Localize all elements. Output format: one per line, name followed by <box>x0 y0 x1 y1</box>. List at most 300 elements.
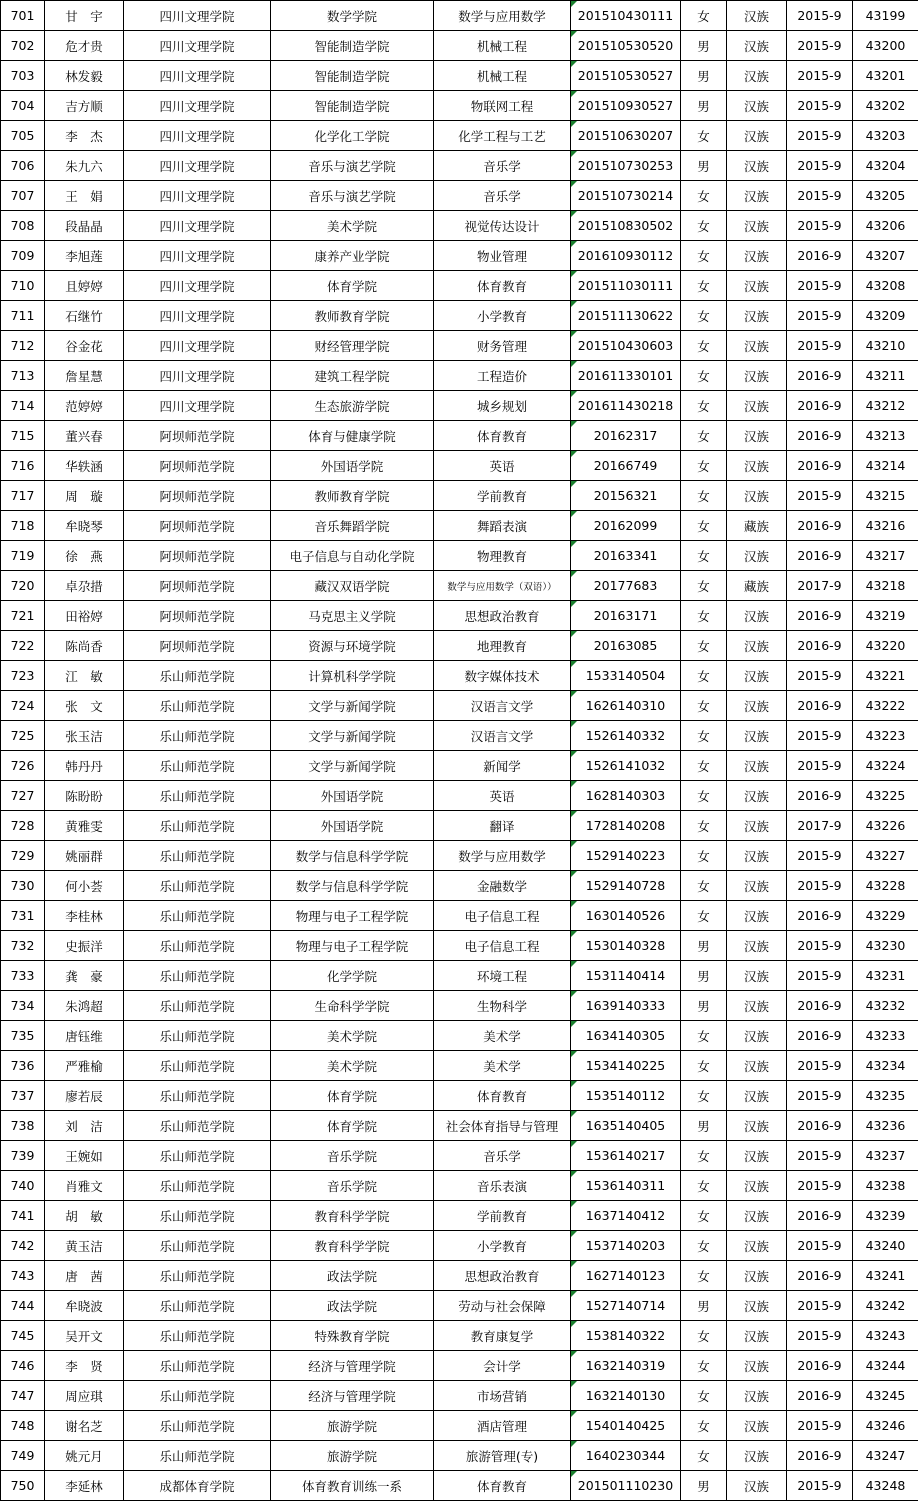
student-number-cell: 20162099 <box>571 511 681 541</box>
student-number-cell: 201510430603 <box>571 331 681 361</box>
row-number-cell: 734 <box>1 991 45 1021</box>
major-cell: 体育教育 <box>434 1471 571 1501</box>
school-cell: 乐山师范学院 <box>124 721 271 751</box>
major-cell: 财务管理 <box>434 331 571 361</box>
college-cell: 特殊教育学院 <box>271 1321 434 1351</box>
enrollment-date-cell: 2015-9 <box>787 661 853 691</box>
record-id-cell: 43208 <box>853 271 918 301</box>
college-cell: 藏汉双语学院 <box>271 571 434 601</box>
name-cell: 徐 燕 <box>45 541 124 571</box>
school-cell: 乐山师范学院 <box>124 661 271 691</box>
gender-cell: 女 <box>681 1441 727 1471</box>
row-number-cell: 727 <box>1 781 45 811</box>
major-cell: 教育康复学 <box>434 1321 571 1351</box>
name-cell: 廖若辰 <box>45 1081 124 1111</box>
major-cell: 音乐学 <box>434 181 571 211</box>
student-number-cell: 20163341 <box>571 541 681 571</box>
name-cell: 唐钰维 <box>45 1021 124 1051</box>
gender-cell: 女 <box>681 541 727 571</box>
name-cell: 李桂林 <box>45 901 124 931</box>
student-number-cell: 201611430218 <box>571 391 681 421</box>
enrollment-date-cell: 2015-9 <box>787 31 853 61</box>
college-cell: 体育学院 <box>271 1081 434 1111</box>
ethnicity-cell: 汉族 <box>727 361 787 391</box>
table-row <box>1 871 918 901</box>
gender-cell: 女 <box>681 811 727 841</box>
row-number-cell: 735 <box>1 1021 45 1051</box>
record-id-cell: 43212 <box>853 391 918 421</box>
major-cell: 美术学 <box>434 1021 571 1051</box>
table-row <box>1 781 918 811</box>
gender-cell: 女 <box>681 271 727 301</box>
table-row <box>1 151 918 181</box>
row-number-cell: 716 <box>1 451 45 481</box>
school-cell: 四川文理学院 <box>124 361 271 391</box>
table-row <box>1 421 918 451</box>
gender-cell: 女 <box>681 241 727 271</box>
row-number-cell: 731 <box>1 901 45 931</box>
name-cell: 李旭莲 <box>45 241 124 271</box>
student-number-cell: 201510430111 <box>571 1 681 31</box>
table-row <box>1 1291 918 1321</box>
enrollment-date-cell: 2016-9 <box>787 421 853 451</box>
school-cell: 四川文理学院 <box>124 211 271 241</box>
ethnicity-cell: 汉族 <box>727 1141 787 1171</box>
record-id-cell: 43232 <box>853 991 918 1021</box>
table-row <box>1 841 918 871</box>
major-cell: 电子信息工程 <box>434 931 571 961</box>
enrollment-date-cell: 2015-9 <box>787 841 853 871</box>
enrollment-date-cell: 2016-9 <box>787 601 853 631</box>
college-cell: 政法学院 <box>271 1261 434 1291</box>
name-cell: 张 文 <box>45 691 124 721</box>
school-cell: 阿坝师范学院 <box>124 541 271 571</box>
gender-cell: 女 <box>681 331 727 361</box>
record-id-cell: 43210 <box>853 331 918 361</box>
ethnicity-cell: 汉族 <box>727 901 787 931</box>
table-body <box>1 1 918 1501</box>
student-number-cell: 201511130622 <box>571 301 681 331</box>
major-cell: 市场营销 <box>434 1381 571 1411</box>
enrollment-date-cell: 2016-9 <box>787 541 853 571</box>
student-number-cell: 20166749 <box>571 451 681 481</box>
name-cell: 卓尕措 <box>45 571 124 601</box>
record-id-cell: 43236 <box>853 1111 918 1141</box>
table-row <box>1 91 918 121</box>
ethnicity-cell: 汉族 <box>727 181 787 211</box>
record-id-cell: 43216 <box>853 511 918 541</box>
college-cell: 教师教育学院 <box>271 481 434 511</box>
gender-cell: 男 <box>681 31 727 61</box>
college-cell: 文学与新闻学院 <box>271 721 434 751</box>
row-number-cell: 749 <box>1 1441 45 1471</box>
school-cell: 乐山师范学院 <box>124 691 271 721</box>
school-cell: 乐山师范学院 <box>124 931 271 961</box>
record-id-cell: 43238 <box>853 1171 918 1201</box>
major-cell: 劳动与社会保障 <box>434 1291 571 1321</box>
school-cell: 成都体育学院 <box>124 1471 271 1501</box>
table-row <box>1 691 918 721</box>
major-cell: 汉语言文学 <box>434 721 571 751</box>
major-cell: 工程造价 <box>434 361 571 391</box>
student-number-cell: 1534140225 <box>571 1051 681 1081</box>
table-row <box>1 961 918 991</box>
school-cell: 阿坝师范学院 <box>124 451 271 481</box>
ethnicity-cell: 汉族 <box>727 721 787 751</box>
row-number-cell: 746 <box>1 1351 45 1381</box>
table-row <box>1 31 918 61</box>
college-cell: 外国语学院 <box>271 781 434 811</box>
major-cell: 机械工程 <box>434 61 571 91</box>
major-cell: 物业管理 <box>434 241 571 271</box>
enrollment-date-cell: 2015-9 <box>787 721 853 751</box>
row-number-cell: 721 <box>1 601 45 631</box>
college-cell: 美术学院 <box>271 1051 434 1081</box>
record-id-cell: 43230 <box>853 931 918 961</box>
table-row <box>1 211 918 241</box>
enrollment-date-cell: 2015-9 <box>787 1291 853 1321</box>
record-id-cell: 43221 <box>853 661 918 691</box>
record-id-cell: 43214 <box>853 451 918 481</box>
record-id-cell: 43225 <box>853 781 918 811</box>
row-number-cell: 719 <box>1 541 45 571</box>
table-row <box>1 1171 918 1201</box>
college-cell: 电子信息与自动化学院 <box>271 541 434 571</box>
student-number-cell: 20163085 <box>571 631 681 661</box>
student-number-cell: 1536140217 <box>571 1141 681 1171</box>
row-number-cell: 722 <box>1 631 45 661</box>
record-id-cell: 43227 <box>853 841 918 871</box>
row-number-cell: 733 <box>1 961 45 991</box>
row-number-cell: 728 <box>1 811 45 841</box>
table-row <box>1 1111 918 1141</box>
table-row <box>1 721 918 751</box>
record-id-cell: 43223 <box>853 721 918 751</box>
college-cell: 文学与新闻学院 <box>271 691 434 721</box>
enrollment-date-cell: 2015-9 <box>787 961 853 991</box>
name-cell: 李 杰 <box>45 121 124 151</box>
student-number-cell: 201510530520 <box>571 31 681 61</box>
enrollment-date-cell: 2015-9 <box>787 1 853 31</box>
ethnicity-cell: 汉族 <box>727 781 787 811</box>
gender-cell: 女 <box>681 1351 727 1381</box>
gender-cell: 女 <box>681 1051 727 1081</box>
gender-cell: 女 <box>681 361 727 391</box>
enrollment-date-cell: 2015-9 <box>787 1471 853 1501</box>
ethnicity-cell: 汉族 <box>727 751 787 781</box>
major-cell: 新闻学 <box>434 751 571 781</box>
major-cell: 学前教育 <box>434 1201 571 1231</box>
record-id-cell: 43220 <box>853 631 918 661</box>
school-cell: 阿坝师范学院 <box>124 601 271 631</box>
row-number-cell: 748 <box>1 1411 45 1441</box>
student-number-cell: 1537140203 <box>571 1231 681 1261</box>
college-cell: 数学与信息科学学院 <box>271 841 434 871</box>
major-cell: 城乡规划 <box>434 391 571 421</box>
enrollment-date-cell: 2015-9 <box>787 481 853 511</box>
gender-cell: 女 <box>681 391 727 421</box>
table-row <box>1 751 918 781</box>
enrollment-date-cell: 2016-9 <box>787 781 853 811</box>
row-number-cell: 707 <box>1 181 45 211</box>
name-cell: 甘 宇 <box>45 1 124 31</box>
ethnicity-cell: 汉族 <box>727 391 787 421</box>
gender-cell: 女 <box>681 871 727 901</box>
major-cell: 翻译 <box>434 811 571 841</box>
major-cell: 机械工程 <box>434 31 571 61</box>
table-row <box>1 451 918 481</box>
ethnicity-cell: 汉族 <box>727 931 787 961</box>
table-row <box>1 1081 918 1111</box>
table-row <box>1 1 918 31</box>
major-cell: 音乐表演 <box>434 1171 571 1201</box>
student-number-cell: 201510530527 <box>571 61 681 91</box>
row-number-cell: 717 <box>1 481 45 511</box>
name-cell: 史振洋 <box>45 931 124 961</box>
ethnicity-cell: 汉族 <box>727 1081 787 1111</box>
name-cell: 谷金花 <box>45 331 124 361</box>
school-cell: 乐山师范学院 <box>124 1021 271 1051</box>
ethnicity-cell: 汉族 <box>727 661 787 691</box>
major-cell: 会计学 <box>434 1351 571 1381</box>
enrollment-date-cell: 2016-9 <box>787 451 853 481</box>
record-id-cell: 43247 <box>853 1441 918 1471</box>
enrollment-date-cell: 2015-9 <box>787 151 853 181</box>
row-number-cell: 745 <box>1 1321 45 1351</box>
gender-cell: 女 <box>681 481 727 511</box>
row-number-cell: 725 <box>1 721 45 751</box>
record-id-cell: 43248 <box>853 1471 918 1501</box>
name-cell: 华轶涵 <box>45 451 124 481</box>
college-cell: 数学与信息科学学院 <box>271 871 434 901</box>
name-cell: 段晶晶 <box>45 211 124 241</box>
school-cell: 乐山师范学院 <box>124 1351 271 1381</box>
college-cell: 音乐舞蹈学院 <box>271 511 434 541</box>
ethnicity-cell: 汉族 <box>727 601 787 631</box>
ethnicity-cell: 汉族 <box>727 991 787 1021</box>
row-number-cell: 740 <box>1 1171 45 1201</box>
gender-cell: 男 <box>681 1291 727 1321</box>
student-number-cell: 1535140112 <box>571 1081 681 1111</box>
gender-cell: 女 <box>681 721 727 751</box>
college-cell: 音乐与演艺学院 <box>271 151 434 181</box>
row-number-cell: 713 <box>1 361 45 391</box>
student-number-cell: 1529140728 <box>571 871 681 901</box>
table-row <box>1 271 918 301</box>
enrollment-date-cell: 2015-9 <box>787 1231 853 1261</box>
gender-cell: 女 <box>681 1231 727 1261</box>
enrollment-date-cell: 2015-9 <box>787 121 853 151</box>
gender-cell: 女 <box>681 451 727 481</box>
ethnicity-cell: 汉族 <box>727 1021 787 1051</box>
enrollment-date-cell: 2015-9 <box>787 1411 853 1441</box>
school-cell: 乐山师范学院 <box>124 1141 271 1171</box>
enrollment-date-cell: 2015-9 <box>787 1321 853 1351</box>
college-cell: 化学学院 <box>271 961 434 991</box>
table-row <box>1 181 918 211</box>
table-row <box>1 601 918 631</box>
major-cell: 小学教育 <box>434 1231 571 1261</box>
enrollment-date-cell: 2017-9 <box>787 811 853 841</box>
school-cell: 乐山师范学院 <box>124 1411 271 1441</box>
school-cell: 阿坝师范学院 <box>124 481 271 511</box>
student-number-cell: 1632140319 <box>571 1351 681 1381</box>
college-cell: 教育科学学院 <box>271 1201 434 1231</box>
school-cell: 阿坝师范学院 <box>124 421 271 451</box>
major-cell: 小学教育 <box>434 301 571 331</box>
ethnicity-cell: 汉族 <box>727 1381 787 1411</box>
row-number-cell: 705 <box>1 121 45 151</box>
row-number-cell: 738 <box>1 1111 45 1141</box>
school-cell: 乐山师范学院 <box>124 1201 271 1231</box>
enrollment-date-cell: 2016-9 <box>787 1261 853 1291</box>
row-number-cell: 743 <box>1 1261 45 1291</box>
student-number-cell: 201511030111 <box>571 271 681 301</box>
school-cell: 阿坝师范学院 <box>124 571 271 601</box>
enrollment-date-cell: 2015-9 <box>787 211 853 241</box>
gender-cell: 女 <box>681 1 727 31</box>
record-id-cell: 43204 <box>853 151 918 181</box>
student-number-cell: 1526141032 <box>571 751 681 781</box>
enrollment-date-cell: 2015-9 <box>787 751 853 781</box>
ethnicity-cell: 藏族 <box>727 571 787 601</box>
record-id-cell: 43243 <box>853 1321 918 1351</box>
row-number-cell: 747 <box>1 1381 45 1411</box>
name-cell: 田裕婷 <box>45 601 124 631</box>
record-id-cell: 43231 <box>853 961 918 991</box>
name-cell: 黄雅雯 <box>45 811 124 841</box>
school-cell: 乐山师范学院 <box>124 961 271 991</box>
table-row <box>1 991 918 1021</box>
name-cell: 黄玉洁 <box>45 1231 124 1261</box>
major-cell: 视觉传达设计 <box>434 211 571 241</box>
enrollment-date-cell: 2015-9 <box>787 1081 853 1111</box>
gender-cell: 女 <box>681 1261 727 1291</box>
college-cell: 智能制造学院 <box>271 91 434 121</box>
major-cell: 地理教育 <box>434 631 571 661</box>
table-row <box>1 361 918 391</box>
major-cell: 舞蹈表演 <box>434 511 571 541</box>
table-row <box>1 1261 918 1291</box>
name-cell: 谢名芝 <box>45 1411 124 1441</box>
table-row <box>1 1141 918 1171</box>
gender-cell: 女 <box>681 841 727 871</box>
college-cell: 马克思主义学院 <box>271 601 434 631</box>
gender-cell: 女 <box>681 301 727 331</box>
college-cell: 经济与管理学院 <box>271 1381 434 1411</box>
enrollment-date-cell: 2015-9 <box>787 931 853 961</box>
record-id-cell: 43244 <box>853 1351 918 1381</box>
row-number-cell: 726 <box>1 751 45 781</box>
college-cell: 政法学院 <box>271 1291 434 1321</box>
major-cell: 思想政治教育 <box>434 1261 571 1291</box>
college-cell: 计算机科学学院 <box>271 661 434 691</box>
record-id-cell: 43215 <box>853 481 918 511</box>
name-cell: 唐 茜 <box>45 1261 124 1291</box>
student-number-cell: 1536140311 <box>571 1171 681 1201</box>
school-cell: 阿坝师范学院 <box>124 631 271 661</box>
name-cell: 林发毅 <box>45 61 124 91</box>
major-cell: 音乐学 <box>434 1141 571 1171</box>
ethnicity-cell: 藏族 <box>727 511 787 541</box>
record-id-cell: 43237 <box>853 1141 918 1171</box>
school-cell: 乐山师范学院 <box>124 1291 271 1321</box>
school-cell: 乐山师范学院 <box>124 991 271 1021</box>
enrollment-date-cell: 2016-9 <box>787 1201 853 1231</box>
name-cell: 周 璇 <box>45 481 124 511</box>
record-id-cell: 43245 <box>853 1381 918 1411</box>
enrollment-date-cell: 2015-9 <box>787 91 853 121</box>
college-cell: 外国语学院 <box>271 451 434 481</box>
ethnicity-cell: 汉族 <box>727 31 787 61</box>
gender-cell: 男 <box>681 61 727 91</box>
record-id-cell: 43240 <box>853 1231 918 1261</box>
student-number-cell: 20162317 <box>571 421 681 451</box>
enrollment-date-cell: 2016-9 <box>787 1021 853 1051</box>
major-cell: 环境工程 <box>434 961 571 991</box>
record-id-cell: 43246 <box>853 1411 918 1441</box>
major-cell: 数学与应用数学 <box>434 841 571 871</box>
major-cell: 体育教育 <box>434 1081 571 1111</box>
college-cell: 智能制造学院 <box>271 31 434 61</box>
ethnicity-cell: 汉族 <box>727 1201 787 1231</box>
student-number-cell: 1635140405 <box>571 1111 681 1141</box>
major-cell: 体育教育 <box>434 271 571 301</box>
college-cell: 化学化工学院 <box>271 121 434 151</box>
student-number-cell: 1626140310 <box>571 691 681 721</box>
record-id-cell: 43207 <box>853 241 918 271</box>
table-row <box>1 301 918 331</box>
gender-cell: 女 <box>681 661 727 691</box>
school-cell: 乐山师范学院 <box>124 1081 271 1111</box>
gender-cell: 女 <box>681 1381 727 1411</box>
student-number-cell: 1632140130 <box>571 1381 681 1411</box>
student-number-cell: 1639140333 <box>571 991 681 1021</box>
row-number-cell: 712 <box>1 331 45 361</box>
gender-cell: 女 <box>681 1321 727 1351</box>
major-cell: 数字媒体技术 <box>434 661 571 691</box>
table-row <box>1 61 918 91</box>
row-number-cell: 718 <box>1 511 45 541</box>
row-number-cell: 724 <box>1 691 45 721</box>
name-cell: 且婷婷 <box>45 271 124 301</box>
college-cell: 教育科学学院 <box>271 1231 434 1261</box>
gender-cell: 女 <box>681 571 727 601</box>
college-cell: 生命科学学院 <box>271 991 434 1021</box>
row-number-cell: 750 <box>1 1471 45 1501</box>
name-cell: 严雅榆 <box>45 1051 124 1081</box>
table-row <box>1 1051 918 1081</box>
record-id-cell: 43235 <box>853 1081 918 1111</box>
name-cell: 董兴春 <box>45 421 124 451</box>
college-cell: 教师教育学院 <box>271 301 434 331</box>
ethnicity-cell: 汉族 <box>727 421 787 451</box>
name-cell: 危才贵 <box>45 31 124 61</box>
enrollment-date-cell: 2016-9 <box>787 1381 853 1411</box>
ethnicity-cell: 汉族 <box>727 1111 787 1141</box>
gender-cell: 女 <box>681 631 727 661</box>
name-cell: 周应琪 <box>45 1381 124 1411</box>
college-cell: 财经管理学院 <box>271 331 434 361</box>
name-cell: 朱鸿超 <box>45 991 124 1021</box>
major-cell: 体育教育 <box>434 421 571 451</box>
name-cell: 龚 豪 <box>45 961 124 991</box>
ethnicity-cell: 汉族 <box>727 1231 787 1261</box>
enrollment-date-cell: 2015-9 <box>787 301 853 331</box>
table-row <box>1 1381 918 1411</box>
ethnicity-cell: 汉族 <box>727 871 787 901</box>
ethnicity-cell: 汉族 <box>727 631 787 661</box>
